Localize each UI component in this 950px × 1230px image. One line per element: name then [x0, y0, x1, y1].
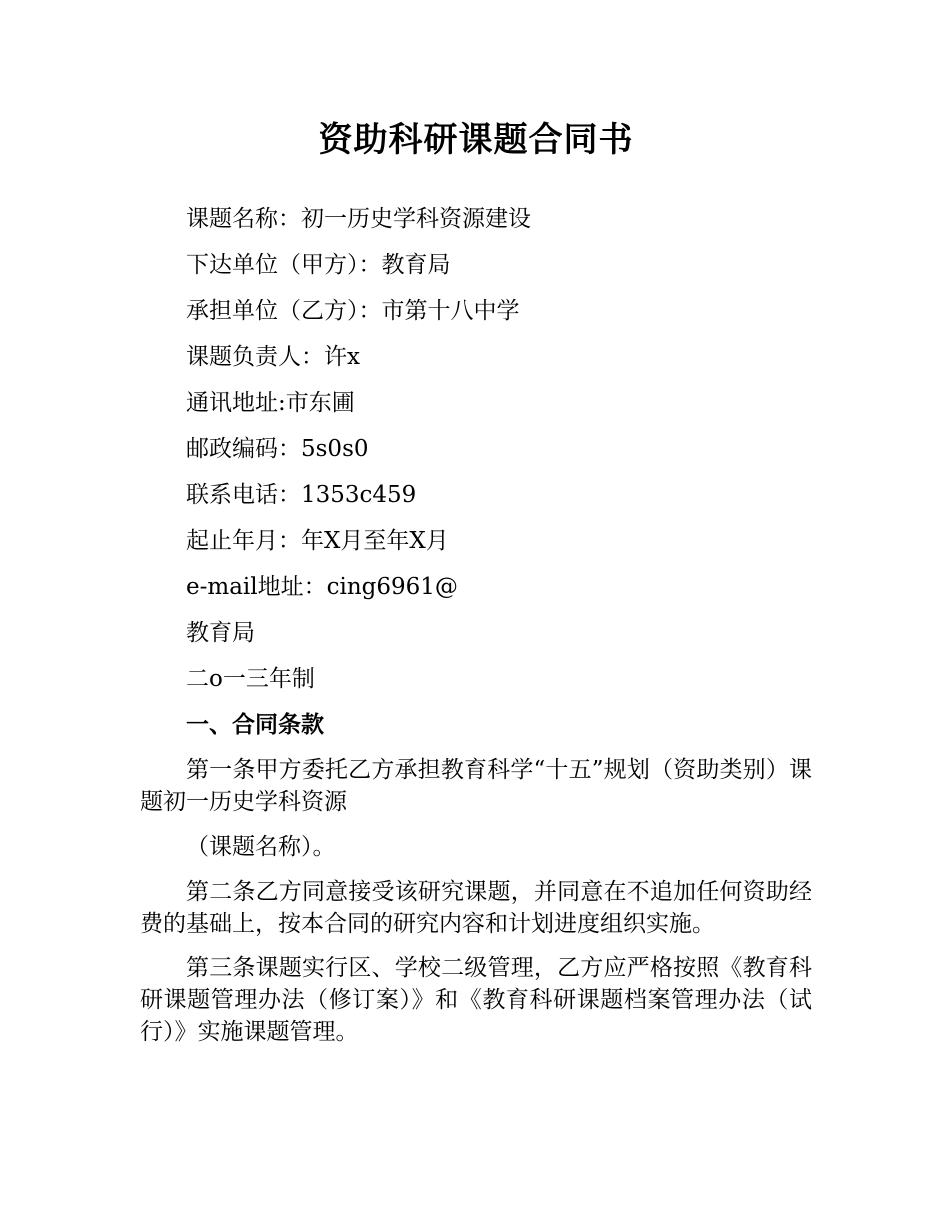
article-3: 第三条课题实行区、学校二级管理，乙方应严格按照《教育科研课题管理办法（修订案）》和《教育科研课题档案管理办法（试行）》实施课题管理。: [140, 955, 812, 1045]
field-period: 起止年月：年X月至年X月: [186, 528, 449, 554]
article-1: 第一条甲方委托乙方承担教育科学“十五”规划（资助类别）课题初一历史学科资源: [140, 757, 812, 815]
field-party-a: 下达单位（甲方）：教育局: [186, 252, 451, 278]
field-issuer: 教育局: [186, 620, 255, 646]
document-title: 资助科研课题合同书: [318, 120, 634, 160]
section-heading: 一、合同条款: [186, 712, 324, 738]
field-project-leader: 课题负责人：许x: [186, 344, 360, 370]
field-phone: 联系电话：1353c459: [186, 482, 417, 508]
field-address: 通讯地址:市东圃: [186, 390, 355, 416]
field-year: 二o一三年制: [186, 666, 315, 692]
field-party-b: 承担单位（乙方）：市第十八中学: [186, 298, 520, 324]
document-page: [140, 110, 812, 1060]
field-project-name: 课题名称：初一历史学科资源建设: [186, 206, 531, 232]
field-postal-code: 邮政编码：5s0s0: [186, 436, 369, 462]
article-1-note: （课题名称）。: [186, 834, 336, 860]
field-email: e-mail地址：cing6961@: [186, 574, 458, 600]
article-2: 第二条乙方同意接受该研究课题，并同意在不追加任何资助经费的基础上，按本合同的研究内容和计划进度组织实施。: [140, 879, 812, 937]
